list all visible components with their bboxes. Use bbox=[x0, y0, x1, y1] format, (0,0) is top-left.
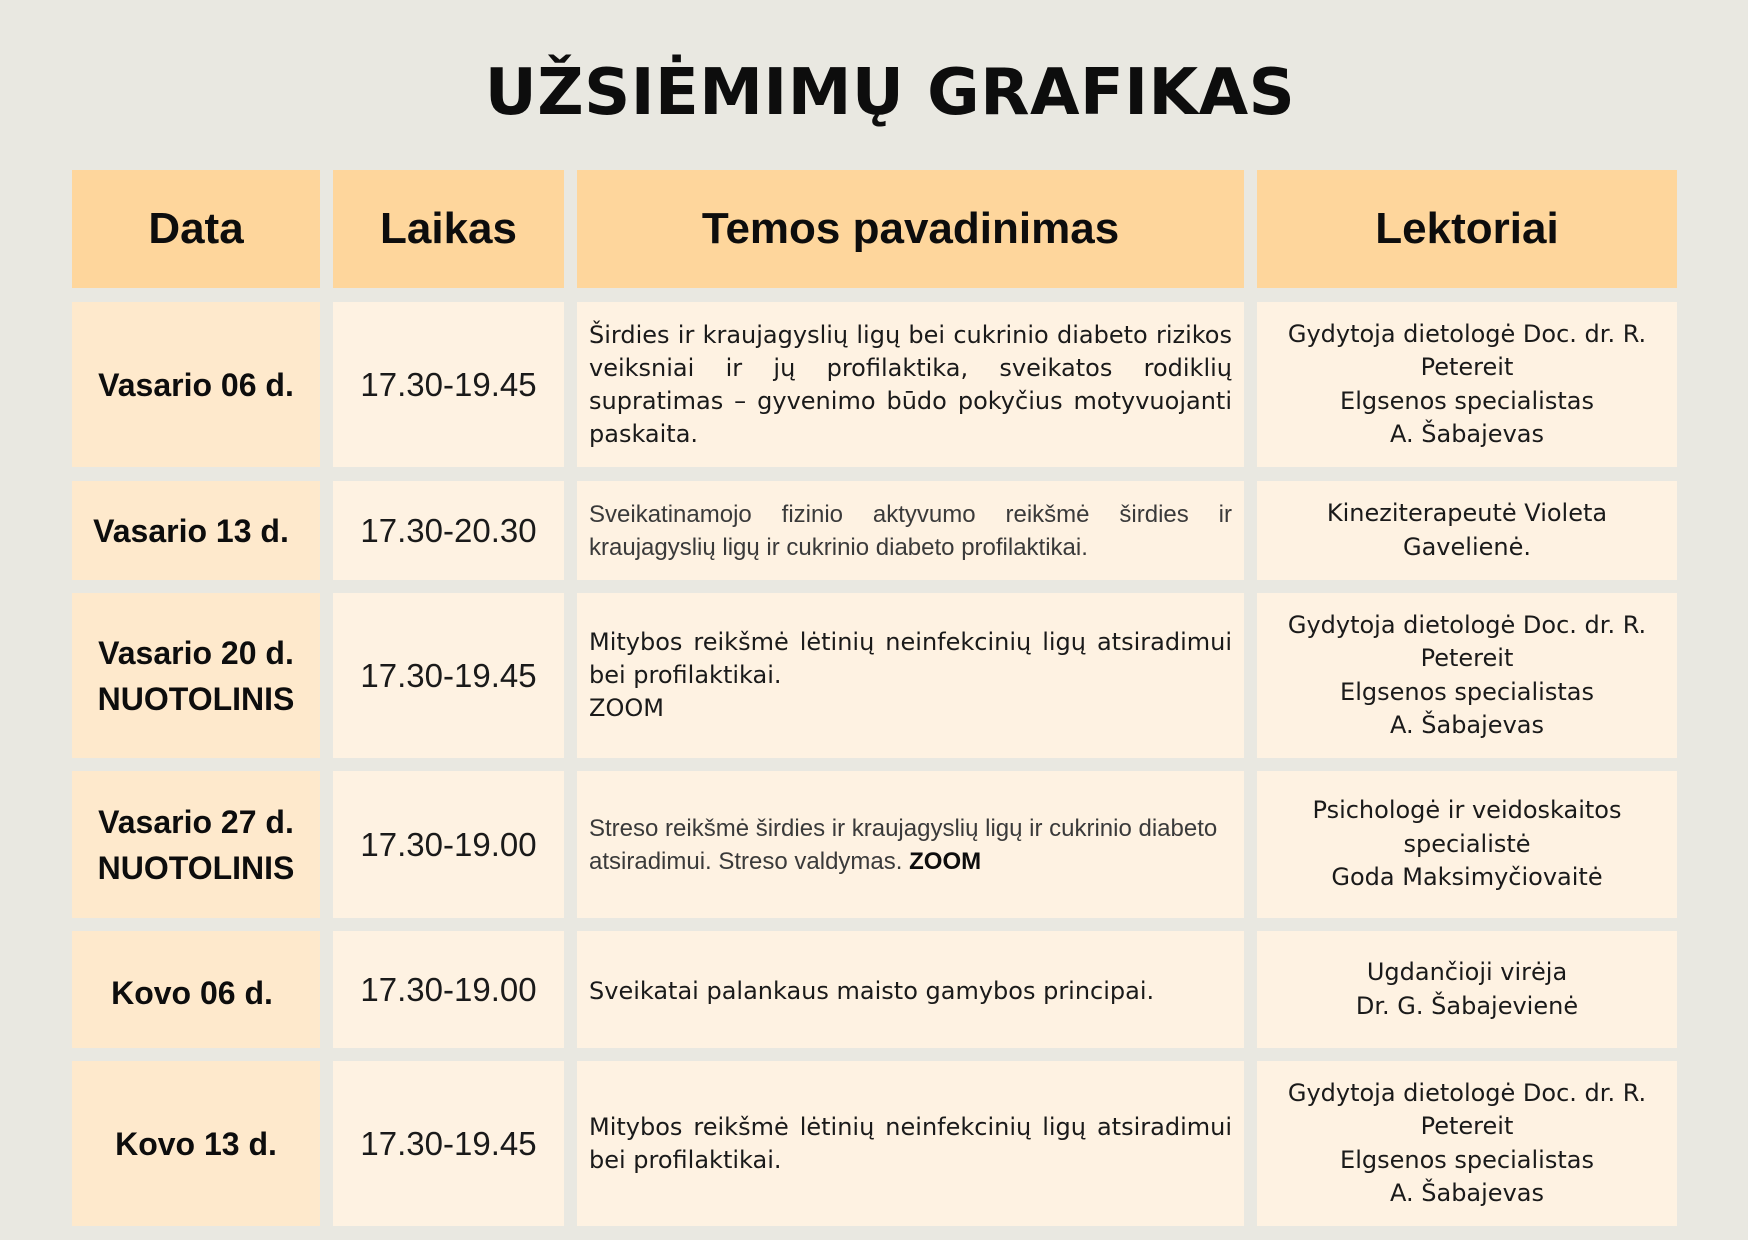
row-3-lecturer-line-2: Petereit bbox=[1420, 644, 1514, 672]
row-2-lecturers bbox=[1257, 481, 1677, 580]
row-5-lecturer-line-1: Ugdančioji virėja bbox=[1366, 958, 1568, 986]
row-5-lecturers bbox=[1257, 931, 1677, 1048]
row-3-date-line-1: Vasario 20 d. bbox=[98, 634, 294, 671]
row-1-lecturer-line-1: Gydytoja dietologė Doc. dr. R. bbox=[1287, 319, 1647, 348]
row-5-date bbox=[72, 931, 320, 1048]
row-1-lecturer-line-2: Petereit bbox=[1420, 353, 1514, 381]
row-6-lecturer-line-3: Elgsenos specialistas bbox=[1340, 1145, 1594, 1174]
row-3-date bbox=[72, 593, 320, 758]
row-4-date-line-1: Vasario 27 d. bbox=[98, 803, 294, 840]
row-1-time: 17.30-19.45 bbox=[333, 302, 564, 467]
row-3-lecturers bbox=[1257, 593, 1677, 758]
row-4-lecturer-line-1: Psichologė ir veidoskaitos bbox=[1312, 796, 1622, 825]
row-2-lecturer-line-2: Gavelienė. bbox=[1403, 532, 1531, 561]
row-3-lecturer-line-4: A. Šabajevas bbox=[1390, 711, 1544, 739]
row-4-lecturer-line-3: Goda Maksimyčiovaitė bbox=[1331, 863, 1603, 892]
row-6-lecturer-line-4: A. Šabajevas bbox=[1390, 1179, 1544, 1207]
row-4-lecturers bbox=[1257, 771, 1677, 918]
row-3-time: 17.30-19.45 bbox=[333, 593, 564, 758]
row-1-topic-text: Širdies ir kraujagyslių ligų bei cukrinio diabeto rizikos veiksniai ir jų profilaktika, sveikatos rodiklių supratimas – gyvenimo būdo pokyčius motyvuojanti paskaita. bbox=[589, 320, 1232, 448]
row-2-topic bbox=[577, 481, 1244, 580]
row-5-date-line-1: Kovo 06 d. bbox=[111, 974, 273, 1011]
row-3-topic bbox=[577, 593, 1244, 758]
row-2-time: 17.30-20.30 bbox=[333, 481, 564, 580]
row-1-date bbox=[72, 302, 320, 467]
row-6-lecturer-line-2: Petereit bbox=[1420, 1112, 1514, 1140]
row-6-date bbox=[72, 1061, 320, 1226]
row-1-lecturer-line-3: Elgsenos specialistas bbox=[1340, 386, 1594, 415]
row-6-topic-text: Mitybos reikšmė lėtinių neinfekcinių ligų atsiradimui bei profilaktikai. bbox=[589, 1112, 1232, 1174]
header-date: Data bbox=[72, 170, 320, 288]
row-3-lecturer-line-1: Gydytoja dietologė Doc. dr. R. bbox=[1287, 610, 1647, 639]
row-4-lecturer-line-2: specialistė bbox=[1403, 829, 1531, 858]
row-3-lecturer-line-3: Elgsenos specialistas bbox=[1340, 677, 1594, 706]
row-2-topic-text: Sveikatinamojo fizinio aktyvumo reikšmė širdies ir kraujagyslių ligų ir cukrinio diabeto profilaktikai. bbox=[589, 500, 1232, 561]
row-3-topic-zoom: ZOOM bbox=[589, 694, 664, 722]
row-3-date-line-2: NUOTOLINIS bbox=[97, 680, 295, 717]
row-5-topic-text: Sveikatai palankaus maisto gamybos principai. bbox=[589, 977, 1155, 1005]
row-1-lecturers bbox=[1257, 302, 1677, 467]
row-4-date bbox=[72, 771, 320, 918]
row-1-topic bbox=[577, 302, 1244, 467]
header-time: Laikas bbox=[333, 170, 564, 288]
page-title: UŽSIĖMIMŲ GRAFIKAS bbox=[484, 56, 1296, 130]
row-4-topic bbox=[577, 771, 1244, 918]
row-5-topic bbox=[577, 931, 1244, 1048]
row-4-topic-text: Streso reikšmė širdies ir kraujagyslių ligų ir cukrinio diabeto atsiradimui. Streso valdymas. bbox=[589, 814, 1218, 875]
row-1-lecturer-line-4: A. Šabajevas bbox=[1390, 420, 1544, 448]
row-1-date-line-1: Vasario 06 d. bbox=[98, 366, 294, 403]
row-4-topic-zoom: ZOOM bbox=[909, 847, 982, 875]
row-2-date bbox=[72, 481, 320, 580]
header-topic: Temos pavadinimas bbox=[577, 170, 1244, 288]
row-6-lecturers bbox=[1257, 1061, 1677, 1226]
row-2-lecturer-line-1: Kineziterapeutė Violeta bbox=[1326, 499, 1608, 527]
row-6-time: 17.30-19.45 bbox=[333, 1061, 564, 1226]
row-6-topic bbox=[577, 1061, 1244, 1226]
row-5-lecturer-line-2: Dr. G. Šabajevienė bbox=[1355, 991, 1579, 1020]
row-3-topic-text: Mitybos reikšmė lėtinių neinfekcinių ligų atsiradimui bei profilaktikai. bbox=[589, 628, 1232, 689]
row-5-time: 17.30-19.00 bbox=[333, 931, 564, 1048]
row-4-time: 17.30-19.00 bbox=[333, 771, 564, 918]
row-4-date-line-2: NUOTOLINIS bbox=[97, 849, 295, 886]
row-6-date-line-1: Kovo 13 d. bbox=[115, 1125, 277, 1162]
row-6-lecturer-line-1: Gydytoja dietologė Doc. dr. R. bbox=[1287, 1078, 1647, 1107]
row-2-date-line-1: Vasario 13 d. bbox=[93, 512, 289, 549]
header-lecturers: Lektoriai bbox=[1257, 170, 1677, 288]
